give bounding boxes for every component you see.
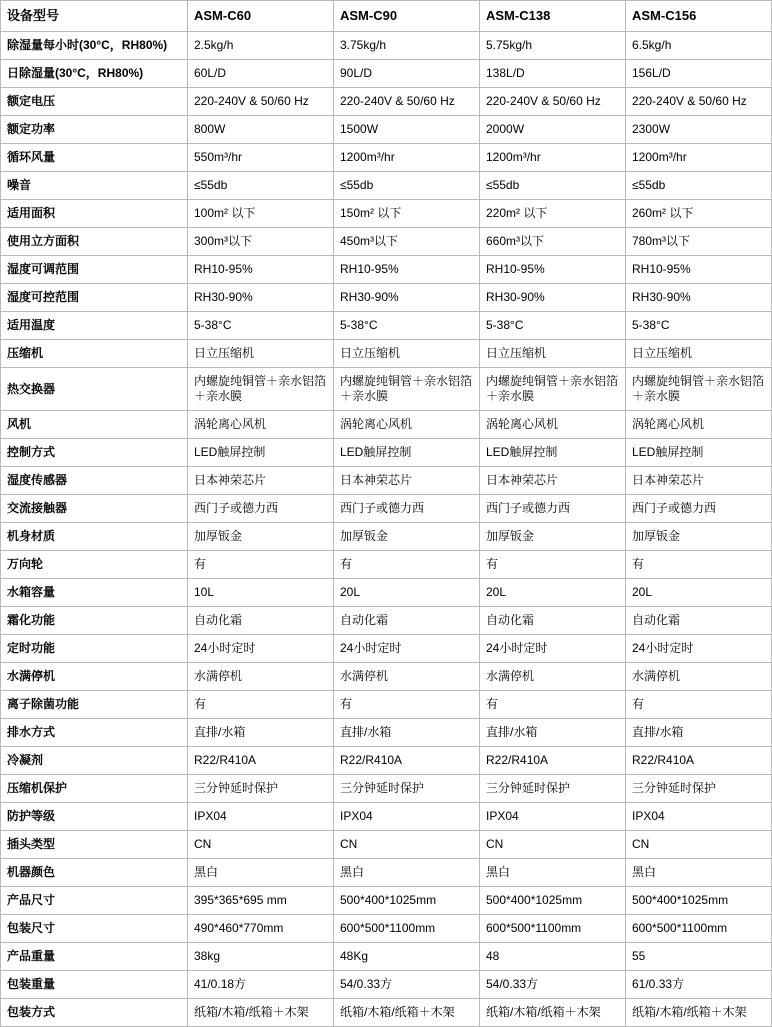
column-header-spec-name: 设备型号: [1, 1, 188, 32]
spec-value: 220-240V & 50/60 Hz: [626, 88, 772, 116]
spec-value: 直排/水箱: [334, 719, 480, 747]
spec-value: 有: [188, 691, 334, 719]
column-header-model-1: ASM-C60: [188, 1, 334, 32]
spec-value: 300m³以下: [188, 228, 334, 256]
table-row: [1, 803, 772, 831]
spec-label: 湿度可控范围: [1, 284, 188, 312]
spec-value: CN: [480, 831, 626, 859]
spec-value: 1200m³/hr: [626, 144, 772, 172]
spec-value: 600*500*1100mm: [480, 915, 626, 943]
spec-value: 260m² 以下: [626, 200, 772, 228]
spec-label: 机器颜色: [1, 859, 188, 887]
spec-label: 霜化功能: [1, 607, 188, 635]
spec-value: 水满停机: [626, 663, 772, 691]
spec-value: 3.75kg/h: [334, 32, 480, 60]
table-row: [1, 172, 772, 200]
spec-value: 日本神荣芯片: [334, 467, 480, 495]
spec-label: 额定电压: [1, 88, 188, 116]
spec-value: RH30-90%: [334, 284, 480, 312]
spec-value: CN: [334, 831, 480, 859]
spec-value: 2300W: [626, 116, 772, 144]
spec-value: R22/R410A: [334, 747, 480, 775]
spec-value: 60L/D: [188, 60, 334, 88]
spec-label: 交流接触器: [1, 495, 188, 523]
column-header-model-4: ASM-C156: [626, 1, 772, 32]
spec-value: 内螺旋纯铜管＋亲水铝箔＋亲水膜: [188, 368, 334, 411]
spec-value: 500*400*1025mm: [626, 887, 772, 915]
table-row: [1, 523, 772, 551]
spec-value: 54/0.33方: [480, 971, 626, 999]
spec-value: 20L: [626, 579, 772, 607]
table-row: [1, 691, 772, 719]
spec-value: 38kg: [188, 943, 334, 971]
spec-value: 日本神荣芯片: [626, 467, 772, 495]
spec-value: 2.5kg/h: [188, 32, 334, 60]
table-row: [1, 200, 772, 228]
spec-value: 涡轮离心风机: [626, 411, 772, 439]
spec-value: 500*400*1025mm: [334, 887, 480, 915]
spec-value: 直排/水箱: [188, 719, 334, 747]
spec-value: LED触屏控制: [480, 439, 626, 467]
spec-value: 日立压缩机: [334, 340, 480, 368]
spec-value: 加厚钣金: [480, 523, 626, 551]
table-row: [1, 411, 772, 439]
spec-value: 有: [626, 551, 772, 579]
table-row: [1, 340, 772, 368]
spec-label: 湿度传感器: [1, 467, 188, 495]
spec-label: 使用立方面积: [1, 228, 188, 256]
spec-value: 西门子或德力西: [480, 495, 626, 523]
spec-value: 有: [334, 691, 480, 719]
spec-value: 5-38°C: [626, 312, 772, 340]
spec-value: 10L: [188, 579, 334, 607]
spec-label: 额定功率: [1, 116, 188, 144]
table-row: [1, 943, 772, 971]
spec-value: 24小时定时: [626, 635, 772, 663]
table-header-row: [1, 1, 772, 32]
spec-value: 1200m³/hr: [334, 144, 480, 172]
spec-value: 日立压缩机: [480, 340, 626, 368]
spec-value: 600*500*1100mm: [626, 915, 772, 943]
spec-value: 内螺旋纯铜管＋亲水铝箔＋亲水膜: [334, 368, 480, 411]
spec-label: 适用面积: [1, 200, 188, 228]
spec-value: 有: [480, 551, 626, 579]
table-row: [1, 747, 772, 775]
table-row: [1, 859, 772, 887]
spec-value: 西门子或德力西: [334, 495, 480, 523]
table-row: [1, 60, 772, 88]
spec-value: 90L/D: [334, 60, 480, 88]
spec-value: 三分钟延时保护: [334, 775, 480, 803]
spec-value: 涡轮离心风机: [480, 411, 626, 439]
spec-value: LED触屏控制: [626, 439, 772, 467]
spec-value: LED触屏控制: [188, 439, 334, 467]
spec-value: R22/R410A: [480, 747, 626, 775]
spec-label: 风机: [1, 411, 188, 439]
spec-value: 6.5kg/h: [626, 32, 772, 60]
spec-value: LED触屏控制: [334, 439, 480, 467]
spec-value: ≤55db: [188, 172, 334, 200]
column-header-model-3: ASM-C138: [480, 1, 626, 32]
spec-value: 纸箱/木箱/纸箱＋木架: [188, 999, 334, 1027]
spec-value: 1500W: [334, 116, 480, 144]
spec-value: 内螺旋纯铜管＋亲水铝箔＋亲水膜: [480, 368, 626, 411]
spec-value: 有: [626, 691, 772, 719]
spec-label: 热交换器: [1, 368, 188, 411]
spec-value: 日立压缩机: [188, 340, 334, 368]
table-row: [1, 887, 772, 915]
spec-value: 加厚钣金: [626, 523, 772, 551]
spec-value: RH10-95%: [626, 256, 772, 284]
spec-value: IPX04: [626, 803, 772, 831]
table-row: [1, 607, 772, 635]
spec-value: 54/0.33方: [334, 971, 480, 999]
spec-value: IPX04: [188, 803, 334, 831]
spec-label: 定时功能: [1, 635, 188, 663]
spec-label: 包装尺寸: [1, 915, 188, 943]
spec-value: 涡轮离心风机: [334, 411, 480, 439]
spec-value: 纸箱/木箱/纸箱＋木架: [334, 999, 480, 1027]
spec-value: 西门子或德力西: [188, 495, 334, 523]
spec-value: 41/0.18方: [188, 971, 334, 999]
spec-value: 纸箱/木箱/纸箱＋木架: [480, 999, 626, 1027]
spec-value: 有: [188, 551, 334, 579]
spec-value: 780m³以下: [626, 228, 772, 256]
spec-value: 220-240V & 50/60 Hz: [188, 88, 334, 116]
spec-value: 150m² 以下: [334, 200, 480, 228]
spec-value: 水满停机: [334, 663, 480, 691]
spec-value: 日本神荣芯片: [480, 467, 626, 495]
spec-value: 三分钟延时保护: [626, 775, 772, 803]
spec-value: 660m³以下: [480, 228, 626, 256]
spec-value: CN: [188, 831, 334, 859]
table-row: [1, 495, 772, 523]
spec-label: 冷凝剂: [1, 747, 188, 775]
spec-value: 有: [480, 691, 626, 719]
spec-value: 5-38°C: [480, 312, 626, 340]
table-row: [1, 312, 772, 340]
spec-value: 24小时定时: [334, 635, 480, 663]
spec-label: 日除湿量(30°C，RH80%): [1, 60, 188, 88]
table-row: [1, 228, 772, 256]
table-row: [1, 719, 772, 747]
table-row: [1, 284, 772, 312]
spec-label: 噪音: [1, 172, 188, 200]
spec-value: 纸箱/木箱/纸箱＋木架: [626, 999, 772, 1027]
spec-value: 自动化霜: [480, 607, 626, 635]
spec-value: RH10-95%: [334, 256, 480, 284]
table-row: [1, 551, 772, 579]
spec-label: 控制方式: [1, 439, 188, 467]
spec-value: 加厚钣金: [334, 523, 480, 551]
spec-value: 5-38°C: [188, 312, 334, 340]
spec-value: 三分钟延时保护: [480, 775, 626, 803]
spec-value: R22/R410A: [188, 747, 334, 775]
spec-value: 48Kg: [334, 943, 480, 971]
spec-label: 湿度可调范围: [1, 256, 188, 284]
spec-value: 有: [334, 551, 480, 579]
spec-value: 395*365*695 mm: [188, 887, 334, 915]
spec-label: 产品重量: [1, 943, 188, 971]
spec-value: 20L: [480, 579, 626, 607]
spec-label: 包装方式: [1, 999, 188, 1027]
spec-value: 24小时定时: [188, 635, 334, 663]
spec-value: 涡轮离心风机: [188, 411, 334, 439]
spec-value: 100m² 以下: [188, 200, 334, 228]
spec-value: 直排/水箱: [480, 719, 626, 747]
spec-value: 西门子或德力西: [626, 495, 772, 523]
spec-label: 水箱容量: [1, 579, 188, 607]
spec-value: 550m³/hr: [188, 144, 334, 172]
spec-label: 万向轮: [1, 551, 188, 579]
table-row: [1, 467, 772, 495]
spec-label: 压缩机保护: [1, 775, 188, 803]
spec-value: 自动化霜: [626, 607, 772, 635]
column-header-model-2: ASM-C90: [334, 1, 480, 32]
spec-value: 黑白: [334, 859, 480, 887]
table-row: [1, 635, 772, 663]
table-row: [1, 915, 772, 943]
spec-label: 适用温度: [1, 312, 188, 340]
table-row: [1, 775, 772, 803]
spec-label: 排水方式: [1, 719, 188, 747]
spec-label: 防护等级: [1, 803, 188, 831]
spec-value: 220-240V & 50/60 Hz: [480, 88, 626, 116]
spec-value: 黑白: [626, 859, 772, 887]
spec-value: 5-38°C: [334, 312, 480, 340]
spec-value: 20L: [334, 579, 480, 607]
spec-value: 500*400*1025mm: [480, 887, 626, 915]
table-row: [1, 439, 772, 467]
table-row: [1, 256, 772, 284]
table-row: [1, 831, 772, 859]
spec-label: 除湿量每小时(30°C，RH80%): [1, 32, 188, 60]
spec-value: 48: [480, 943, 626, 971]
spec-label: 水满停机: [1, 663, 188, 691]
spec-value: 黑白: [188, 859, 334, 887]
spec-value: 黑白: [480, 859, 626, 887]
spec-value: CN: [626, 831, 772, 859]
spec-label: 循环风量: [1, 144, 188, 172]
spec-value: 三分钟延时保护: [188, 775, 334, 803]
table-body: [1, 32, 772, 1027]
spec-label: 压缩机: [1, 340, 188, 368]
spec-value: ≤55db: [480, 172, 626, 200]
spec-value: 自动化霜: [188, 607, 334, 635]
table-row: [1, 663, 772, 691]
spec-value: 水满停机: [480, 663, 626, 691]
spec-value: 220-240V & 50/60 Hz: [334, 88, 480, 116]
spec-value: 直排/水箱: [626, 719, 772, 747]
spec-label: 机身材质: [1, 523, 188, 551]
spec-value: 日立压缩机: [626, 340, 772, 368]
spec-value: 2000W: [480, 116, 626, 144]
spec-value: 5.75kg/h: [480, 32, 626, 60]
table-row: [1, 144, 772, 172]
table-row: [1, 32, 772, 60]
spec-value: 自动化霜: [334, 607, 480, 635]
table-row: [1, 971, 772, 999]
spec-label: 包装重量: [1, 971, 188, 999]
spec-value: 490*460*770mm: [188, 915, 334, 943]
spec-value: ≤55db: [334, 172, 480, 200]
spec-label: 产品尺寸: [1, 887, 188, 915]
spec-value: 450m³以下: [334, 228, 480, 256]
spec-value: 加厚钣金: [188, 523, 334, 551]
table-row: [1, 999, 772, 1027]
spec-value: IPX04: [334, 803, 480, 831]
spec-value: 内螺旋纯铜管＋亲水铝箔＋亲水膜: [626, 368, 772, 411]
spec-value: 220m² 以下: [480, 200, 626, 228]
spec-value: RH30-90%: [188, 284, 334, 312]
spec-value: RH10-95%: [480, 256, 626, 284]
spec-value: R22/R410A: [626, 747, 772, 775]
spec-value: 日本神荣芯片: [188, 467, 334, 495]
spec-value: 600*500*1100mm: [334, 915, 480, 943]
spec-value: RH30-90%: [626, 284, 772, 312]
spec-value: 水满停机: [188, 663, 334, 691]
spec-value: RH10-95%: [188, 256, 334, 284]
table-row: [1, 368, 772, 411]
spec-value: 156L/D: [626, 60, 772, 88]
table-row: [1, 116, 772, 144]
spec-value: 24小时定时: [480, 635, 626, 663]
spec-label: 插头类型: [1, 831, 188, 859]
spec-value: RH30-90%: [480, 284, 626, 312]
spec-value: 61/0.33方: [626, 971, 772, 999]
spec-value: 1200m³/hr: [480, 144, 626, 172]
spec-value: IPX04: [480, 803, 626, 831]
spec-value: 55: [626, 943, 772, 971]
spec-value: 800W: [188, 116, 334, 144]
spec-label: 离子除菌功能: [1, 691, 188, 719]
spec-value: 138L/D: [480, 60, 626, 88]
spec-value: ≤55db: [626, 172, 772, 200]
table-row: [1, 88, 772, 116]
table-row: [1, 579, 772, 607]
